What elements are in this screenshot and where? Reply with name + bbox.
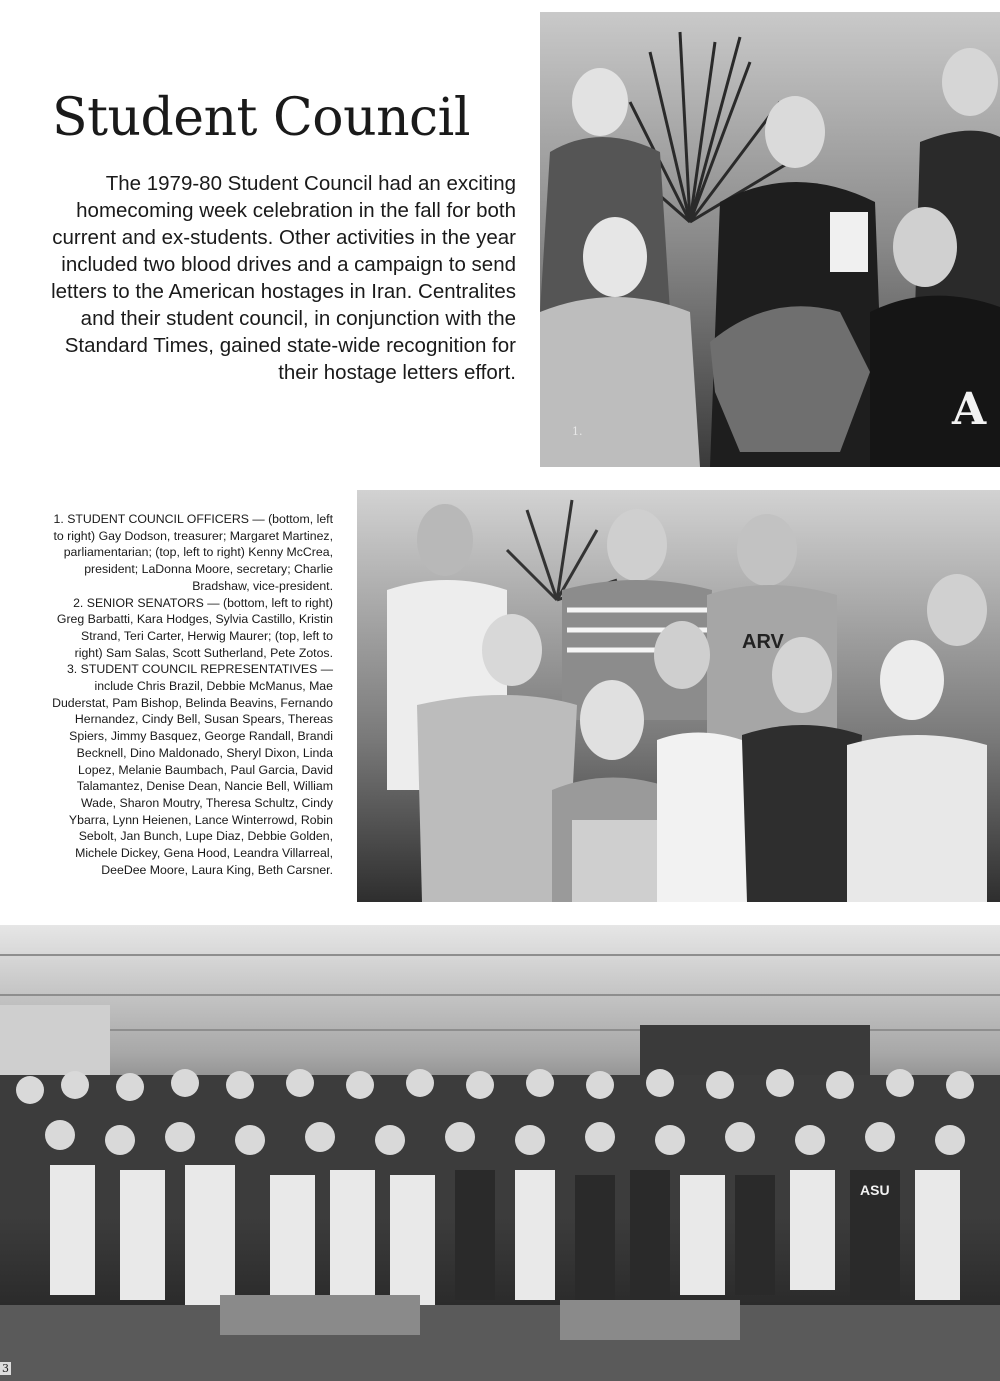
caption-line: DeeDee Moore, Laura King, Beth Carsner. [101,862,333,877]
intro-line: their hostage letters effort. [278,361,516,384]
intro-line: Standard Times, gained state-wide recognition for [64,334,516,357]
caption-line: to right) Gay Dodson, treasurer; Margaret Martinez, [53,528,333,543]
intro-line: letters to the American hostages in Iran. Centralites [51,280,516,303]
intro-line: homecoming week celebration in the fall for both [76,199,516,222]
senators-photo-art [357,490,1000,902]
caption-line: 2. SENIOR SENATORS — (bottom, left to right) [73,595,333,610]
caption-line: Greg Barbatti, Kara Hodges, Sylvia Castillo, Kristin [56,612,333,627]
representatives-photo [0,925,1000,1381]
caption-line: right) Sam Salas, Scott Sutherland, Pete Zotos. [74,645,333,660]
intro-line: included two blood drives and a campaign to send [61,253,516,276]
caption-line: Duderstat, Pam Bishop, Belinda Beavins, Fernando [52,695,333,710]
caption-line: parliamentarian; (top, left to right) Kenny McCrea, [63,545,333,560]
caption-line: president; LaDonna Moore, secretary; Charlie [84,562,333,577]
caption-line: Wade, Sharon Moutry, Theresa Schultz, Cindy [81,795,333,810]
representatives-photo-art [0,925,1000,1381]
caption-line: Hernandez, Cindy Bell, Susan Spears, Thereas [74,712,333,727]
caption-line: Talamantez, Denise Dean, Nancie Bell, William [76,779,333,794]
photo-number: 3 [2,1362,9,1375]
shirt-text: ASU [860,1182,890,1198]
caption-line: Spiers, Jimmy Basquez, George Randall, Brandi [69,729,333,744]
caption-line: include Chris Brazil, Debbie McManus, Mae [94,679,333,694]
caption-line: Ybarra, Lynn Heienen, Lance Winterrowd, Robin [68,812,333,827]
intro-line: current and ex-students. Other activities in the year [52,226,516,249]
shirt-text: ARV [742,631,784,653]
intro-line: The 1979-80 Student Council had an exciting [105,172,516,195]
caption-line: 3. STUDENT COUNCIL REPRESENTATIVES — [66,662,333,677]
photo-captions [0,511,333,878]
caption-line: Lopez, Melanie Baumbach, Paul Garcia, David [78,762,333,777]
senators-photo [357,490,1000,902]
caption-line: Becknell, Dino Maldonado, Sheryl Dixon, Linda [76,745,333,760]
caption-line: Bradshaw, vice-president. [192,578,333,593]
caption-line: Strand, Teri Carter, Herwig Maurer; (top, left to [81,628,333,643]
intro-paragraph [0,170,516,386]
caption-line: 1. STUDENT COUNCIL OFFICERS — (bottom, left [53,512,333,526]
intro-line: and their student council, in conjunction with the [80,307,516,330]
caption-line: Sebolt, Jan Bunch, Lupe Diaz, Debbie Golden, [78,829,333,844]
officers-photo [540,12,1000,467]
photo-number: 1. [572,425,583,438]
caption-line: Michele Dickey, Gena Hood, Leandra Villarreal, [75,846,333,861]
officers-photo-art [540,12,1000,467]
jacket-letter: A [952,384,987,435]
page-title: Student Council [52,88,470,148]
